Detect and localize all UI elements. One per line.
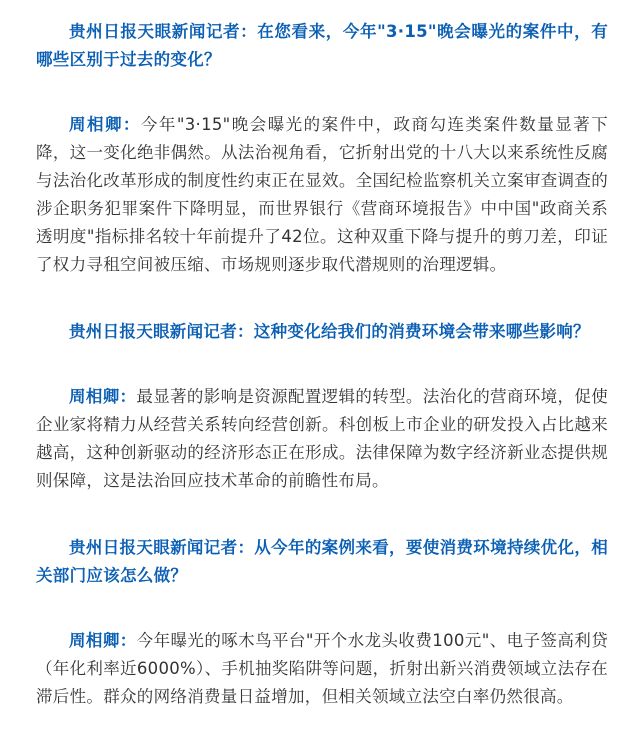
- speaker-name: 周相卿：: [69, 631, 137, 650]
- question-1: 贵州日报天眼新闻记者：在您看来，今年"3·15"晚会曝光的案件中，有哪些区别于过去的变化？: [36, 22, 608, 69]
- answer-text: 最显著的影响是资源配置逻辑的转型。法治化的营商环境，促使企业家将精力从经营关系转向经营创新。科创板上市企业的研发投入占比越来越高，这种创新驱动的经济形态正在形成。法律保障为数字经济新业态提供规则保障，这是法治回应技术革命的前瞻性布局。: [36, 387, 609, 490]
- speaker-name: 周相卿：: [69, 387, 137, 406]
- speaker-name: 周相卿：: [69, 115, 141, 134]
- question-2: 贵州日报天眼新闻记者：这种变化给我们的消费环境会带来哪些影响？: [69, 322, 590, 341]
- answer-2: [36, 383, 608, 495]
- answer-text: 今年曝光的啄木鸟平台"开个水龙头收费100元"、电子签高利贷（年化利率近6000%）、手机抽奖陷阱等问题，折射出新兴消费领域立法存在滞后性。群众的网络消费量日益增加，但相关领域立法空白率仍然很高。: [36, 631, 609, 706]
- answer-3: [36, 627, 608, 711]
- question-3: 贵州日报天眼新闻记者：从今年的案例来看，要使消费环境持续优化，相关部门应该怎么做？: [36, 538, 608, 585]
- answer-1: [36, 111, 608, 279]
- answer-text: 今年"3·15"晚会曝光的案件中，政商勾连类案件数量显著下降，这一变化绝非偶然。从法治视角看，它折射出党的十八大以来系统性反腐与法治化改革形成的制度性约束正在显效。全国纪检监察机关立案审查调查的涉企职务犯罪案件下降明显，而世界银行《营商环境报告》中中国"政商关系透明度"指标排名较十年前提升了42位。这种双重下降与提升的剪刀差，印证了权力寻租空间被压缩、市场规则逐步取代潜规则的治理逻辑。: [36, 115, 609, 274]
